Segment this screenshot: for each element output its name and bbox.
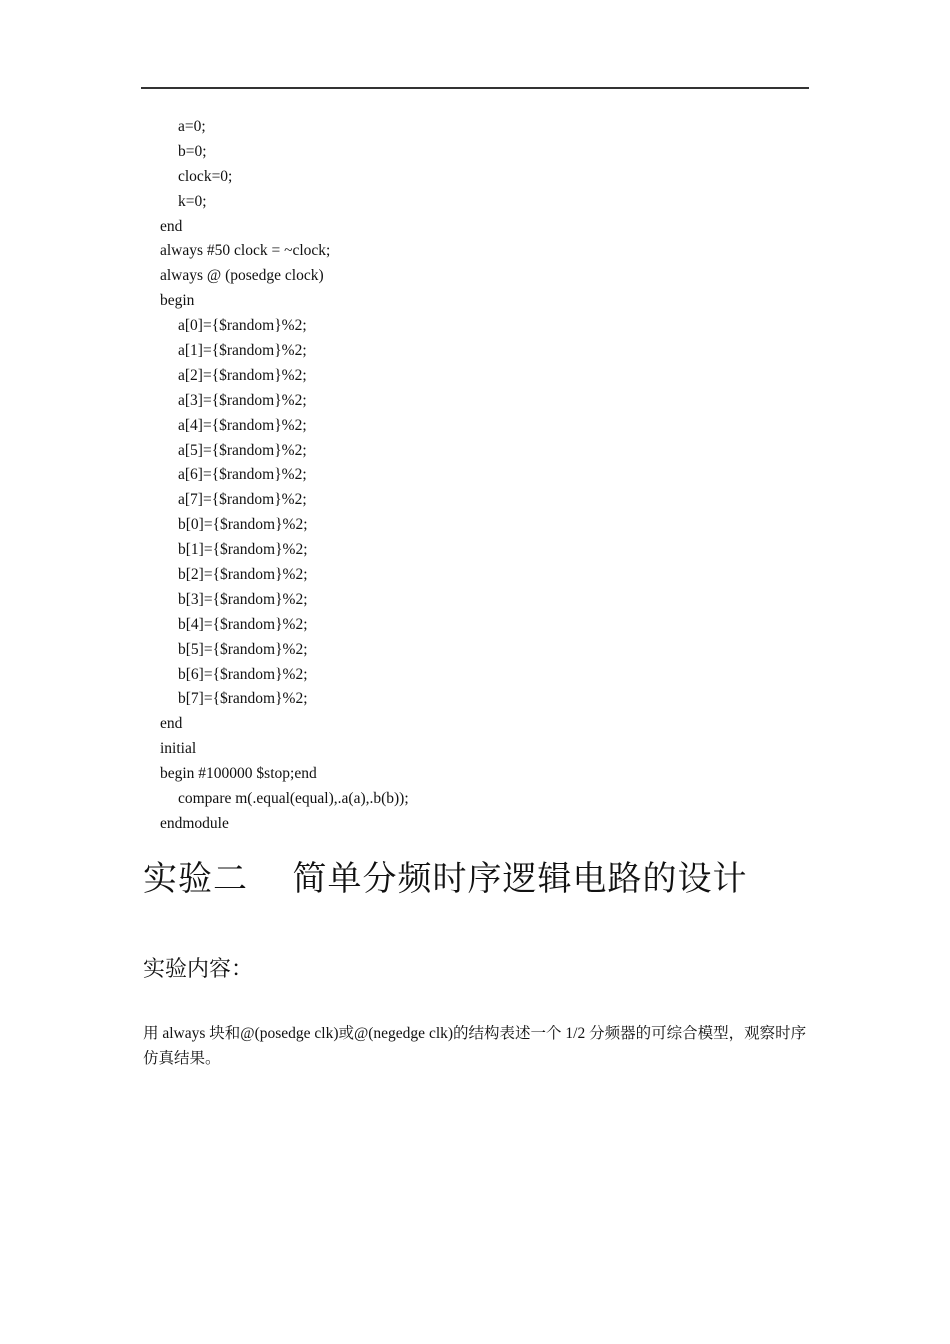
header-rule [141, 87, 809, 89]
subsection-title: 实验内容： [143, 956, 254, 981]
code-line: b[7]={$random}%2; [178, 690, 308, 708]
code-line: compare m(.equal(equal),.a(a),.b(b)); [178, 790, 409, 808]
code-line: end [160, 715, 183, 733]
code-line: a[2]={$random}%2; [178, 366, 307, 384]
code-line: endmodule [160, 814, 229, 832]
code-line: initial [160, 740, 197, 758]
code-listing [160, 115, 780, 837]
code-line: a=0; [178, 118, 206, 135]
code-line: a[7]={$random}%2; [178, 491, 307, 509]
code-line: a[5]={$random}%2; [178, 441, 307, 459]
code-line: begin [160, 292, 195, 310]
code-line: b[6]={$random}%2; [178, 665, 308, 683]
code-line: b[2]={$random}%2; [178, 566, 308, 584]
code-line: always #50 clock = ~clock; [160, 242, 331, 260]
code-line: b[0]={$random}%2; [178, 516, 308, 534]
code-line: always @ (posedge clock) [160, 267, 324, 285]
code-line: a[4]={$random}%2; [178, 416, 307, 434]
code-line: b[4]={$random}%2; [178, 615, 308, 633]
code-line: begin #100000 $stop;end [160, 765, 317, 783]
section-title: 实验二 简单分频时序逻辑电路的设计 [143, 861, 748, 898]
code-line: b[5]={$random}%2; [178, 640, 308, 658]
code-line: a[0]={$random}%2; [178, 317, 307, 335]
code-line: clock=0; [178, 167, 233, 185]
code-line: a[1]={$random}%2; [178, 342, 307, 360]
code-line: a[3]={$random}%2; [178, 391, 307, 409]
code-line: b[1]={$random}%2; [178, 541, 308, 559]
code-line: b=0; [178, 142, 207, 160]
code-line: k=0; [178, 192, 207, 210]
code-line: b[3]={$random}%2; [178, 590, 308, 608]
code-line: a[6]={$random}%2; [178, 466, 307, 484]
code-line: end [160, 217, 183, 235]
body-paragraph: 用 always 块和@(posedge clk)或@(negedge clk)的结构表述一个 1/2 分频器的可综合模型，观察时序仿真结果。 [143, 1025, 807, 1067]
